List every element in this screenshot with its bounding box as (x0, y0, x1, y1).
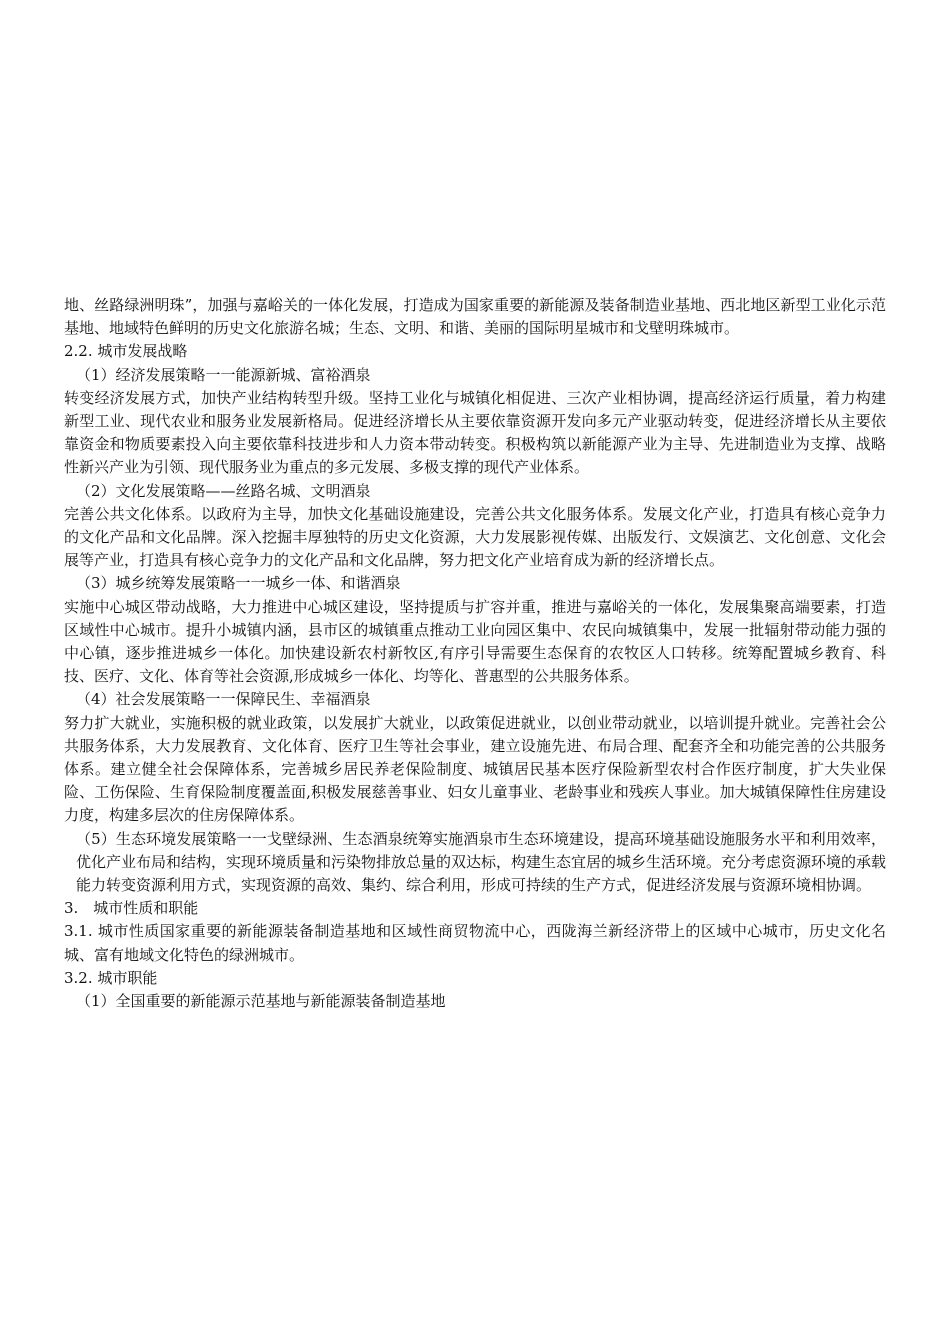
paragraph-ecological-strategy: （5）生态环境发展策略一一戈壁绿洲、生态酒泉统筹实施酒泉市生态环境建设，提高环境基础设施服务水平和利用效率，优化产业布局和结构，实现环境质量和污染物排放总量的双达标，构建生态宜居的城乡生活环境。充分考虑资源环境的承载能力转变资源利用方式，实现资源的高效、集约、综合利用，形成可持续的生产方式，促进经济发展与资源环境相协调。 (76, 829, 887, 895)
paragraph-social-strategy: 努力扩大就业，实施积极的就业政策，以发展扩大就业，以政策促进就业，以创业带动就业，以培训提升就业。完善社会公共服务体系，大力发展教育、文化体育、医疗卫生等社会事业，建立设施先进、布局合理、配套齐全和功能完善的公共服务体系。建立健全社会保障体系，完善城乡居民养老保险制度、城镇居民基本医疗保险新型农村合作医疗制度，扩大失业保险、工伤保险、生育保险制度覆盖面,积极发展慈善事业、妇女儿童事业、老龄事业和残疾人事业。加大城镇保障性住房建设力度，构建多层次的住房保障体系。 (64, 713, 886, 825)
subheading-economic-strategy: （1）经济发展策略一一能源新城、富裕酒泉 (76, 365, 371, 384)
paragraph-3-1-city-nature: 3.1. 城市性质国家重要的新能源装备制造基地和区域性商贸物流中心，西陇海兰新经济带上的区域中心城市，历史文化名城、富有地域文化特色的绿洲城市。 (64, 922, 886, 964)
paragraph-cultural-strategy: 完善公共文化体系。以政府为主导，加快文化基础设施建设，完善公共文化服务体系。发展文化产业，打造具有核心竞争力的文化产品和文化品牌。深入挖掘丰厚独特的历史文化资源，大力发展影视传媒、出版发行、文娱演艺、文化创意、文化会展等产业，打造具有核心竞争力的文化产品和文化品牌，努力把文化产业培育成为新的经济增长点。 (64, 504, 886, 570)
paragraph-urban-rural-strategy: 实施中心城区带动战略，大力推进中心城区建设，坚持提质与扩容并重，推进与嘉峪关的一体化，发展集聚高端要素，打造区域性中心城市。提升小城镇内涵，县市区的城镇重点推动工业向园区集中、农民向城镇集中，发展一批辐射带动能力强的中心镇，逐步推进城乡一体化。加快建设新农村新牧区,有序引导需要生态保育的农牧区人口转移。统筹配置城乡教育、科技、医疗、文化、体育等社会资源,形成城乡一体化、均等化、普惠型的公共服务体系。 (64, 597, 886, 686)
subheading-social-strategy: （4）社会发展策略一一保障民生、幸福酒泉 (76, 690, 371, 709)
paragraph-economic-strategy: 转变经济发展方式，加快产业结构转型升级。坚持工业化与城镇化相促进、三次产业相协调，提高经济运行质量，着力构建新型工业、现代农业和服务业发展新格局。促进经济增长从主要依靠资源开发向多元产业驱动转变，促进经济增长从主要依靠资金和物质要素投入向主要依靠科技进步和人力资本带动转变。积极构筑以新能源产业为主导、先进制造业为支撑、战略性新兴产业为引领、现代服务业为重点的多元发展、多极支撑的现代产业体系。 (64, 388, 886, 477)
document-page (64, 294, 886, 1013)
subheading-new-energy-base: （1）全国重要的新能源示范基地与新能源装备制造基地 (76, 992, 446, 1011)
subheading-cultural-strategy: （2）文化发展策略——丝路名城、文明酒泉 (76, 481, 371, 500)
subheading-urban-rural-strategy: （3）城乡统筹发展策略一一城乡一体、和谐酒泉 (76, 574, 401, 593)
heading-3-2-city-functions: 3.2. 城市职能 (64, 968, 158, 987)
paragraph-city-goal: 地、丝路绿洲明珠”，加强与嘉峪关的一体化发展，打造成为国家重要的新能源及装备制造业基地、西北地区新型工业化示范基地、地域特色鲜明的历史文化旅游名城；生态、文明、和谐、美丽的国际明星城市和戈壁明珠城市。 (64, 296, 886, 338)
heading-2-2-development-strategy: 2.2. 城市发展战略 (64, 342, 188, 361)
heading-3-city-nature-functions: 3. 城市性质和职能 (64, 899, 199, 918)
